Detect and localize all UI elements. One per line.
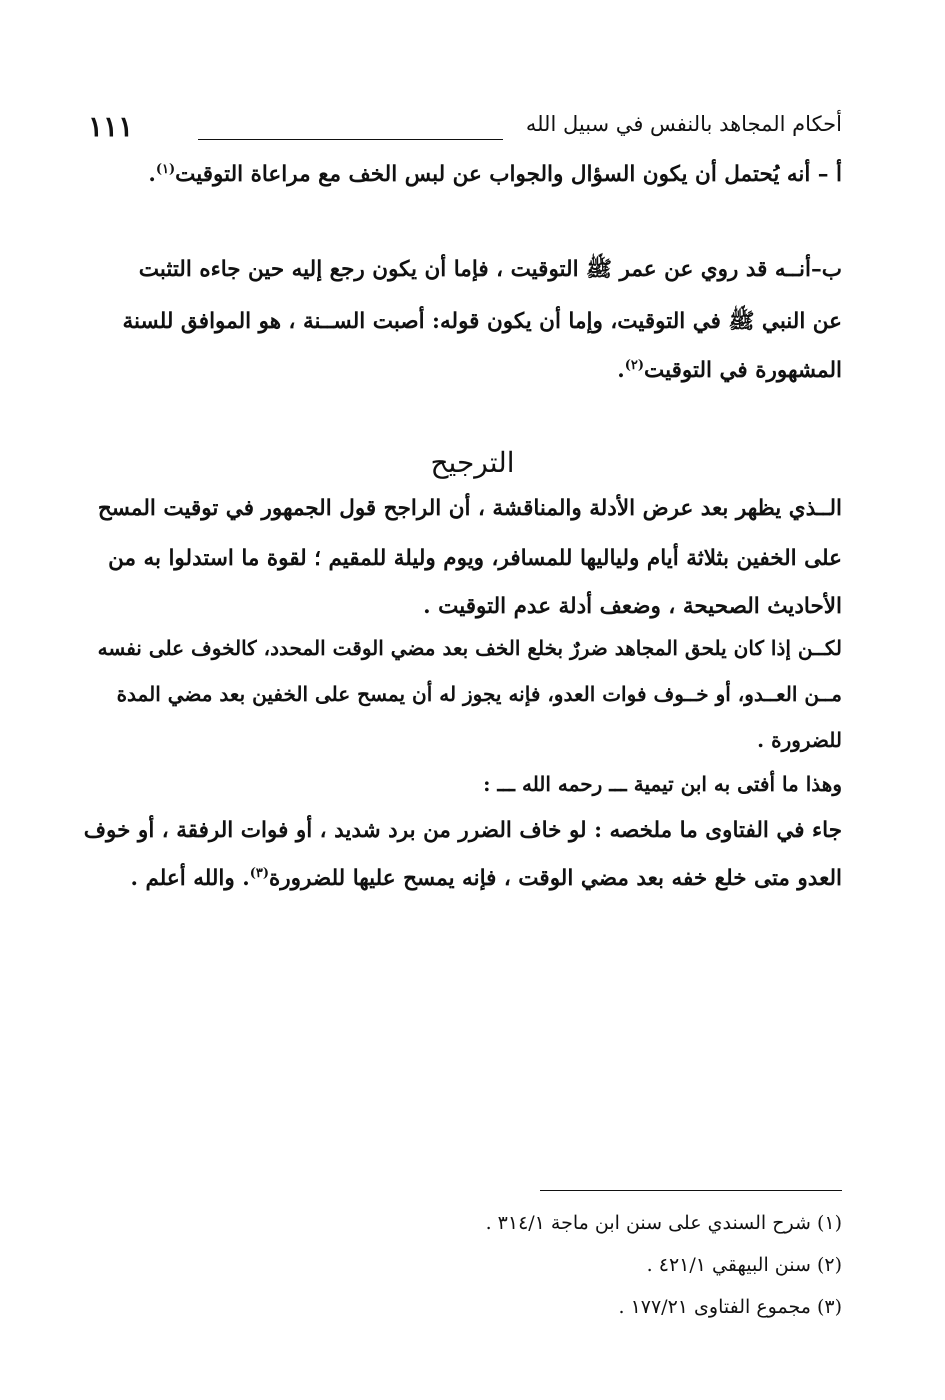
tarjih-p4-line-1: جاء في الفتاوى ما ملخصه : لو خاف الضرر من برد شديد ، أو فوات الرفقة ، أو خوف (83, 818, 842, 843)
paragraph-a-text: أ – أنه يُحتمل أن يكون السؤال والجواب عن لبس الخف مع مراعاة التوقيت (175, 162, 842, 188)
footnote-3: (٣) مجموع الفتاوى ١٧٧/٢١ . (618, 1296, 842, 1318)
tarjih-p1-line-3: الأحاديث الصحيحة ، وضعف أدلة عدم التوقيت . (423, 594, 842, 619)
paragraph-b-line-3-text: المشهورة في التوقيت (644, 358, 842, 384)
running-header (78, 108, 842, 148)
paragraph-b-line-1: ب–أنــه قد روي عن عمر ﷺ التوقيت ، فإما أن يكون رجع إليه حين جاءه التثبت (138, 257, 842, 282)
paragraph-b-end: . (617, 358, 625, 384)
tarjih-p1-line-2: على الخفين بثلاثة أيام ولياليها للمسافر، ويوم وليلة للمقيم ؛ لقوة ما استدلوا به من (108, 546, 842, 571)
footnote-ref-1: (١) (155, 162, 176, 177)
book-title: أحكام المجاهد بالنفس في سبيل الله (525, 112, 842, 136)
paragraph-b-line-3 (617, 358, 842, 383)
page-number: ١١١ (88, 110, 134, 143)
tarjih-p4-end: . والله أعلم . (130, 866, 250, 892)
footnote-ref-3: (٣) (249, 866, 270, 881)
tarjih-p4-line-2 (131, 866, 842, 891)
tarjih-p4-line-2-text: العدو متى خلع خفه بعد مضي الوقت ، فإنه يمسح عليها للضرورة (269, 866, 842, 892)
section-heading: الترجيح (430, 446, 515, 479)
footnote-2: (٢) سنن البيهقي ٤٢١/١ . (646, 1254, 842, 1276)
tarjih-p2-line-1: لكــن إذا كان يلحق المجاهد ضررٌ بخلع الخف بعد مضي الوقت المحدد، كالخوف على نفسه (97, 636, 842, 660)
paragraph-a (148, 162, 842, 187)
tarjih-p3-line-1: وهذا ما أفتى به ابن تيمية ـــ رحمه الله ـــ : (483, 772, 842, 796)
footnote-ref-2: (٢) (624, 358, 645, 373)
paragraph-a-end: . (148, 162, 156, 188)
footnote-rule (540, 1190, 842, 1191)
footnote-1: (١) شرح السندي على سنن ابن ماجة ٣١٤/١ . (485, 1212, 842, 1234)
tarjih-p2-line-3: للضرورة . (757, 728, 842, 752)
paragraph-b-line-2: عن النبي ﷺ في التوقيت، وإما أن يكون قوله: أصبت الســنة ، هو الموافق للسنة (122, 309, 842, 334)
header-rule (198, 139, 503, 140)
tarjih-p2-line-2: مــن العــدو، أو خــوف فوات العدو، فإنه يجوز له أن يمسح على الخفين بعد مضي المدة (116, 682, 842, 706)
tarjih-p1-line-1: الــذي يظهر بعد عرض الأدلة والمناقشة ، أن الراجح قول الجمهور في توقيت المسح (97, 496, 842, 521)
